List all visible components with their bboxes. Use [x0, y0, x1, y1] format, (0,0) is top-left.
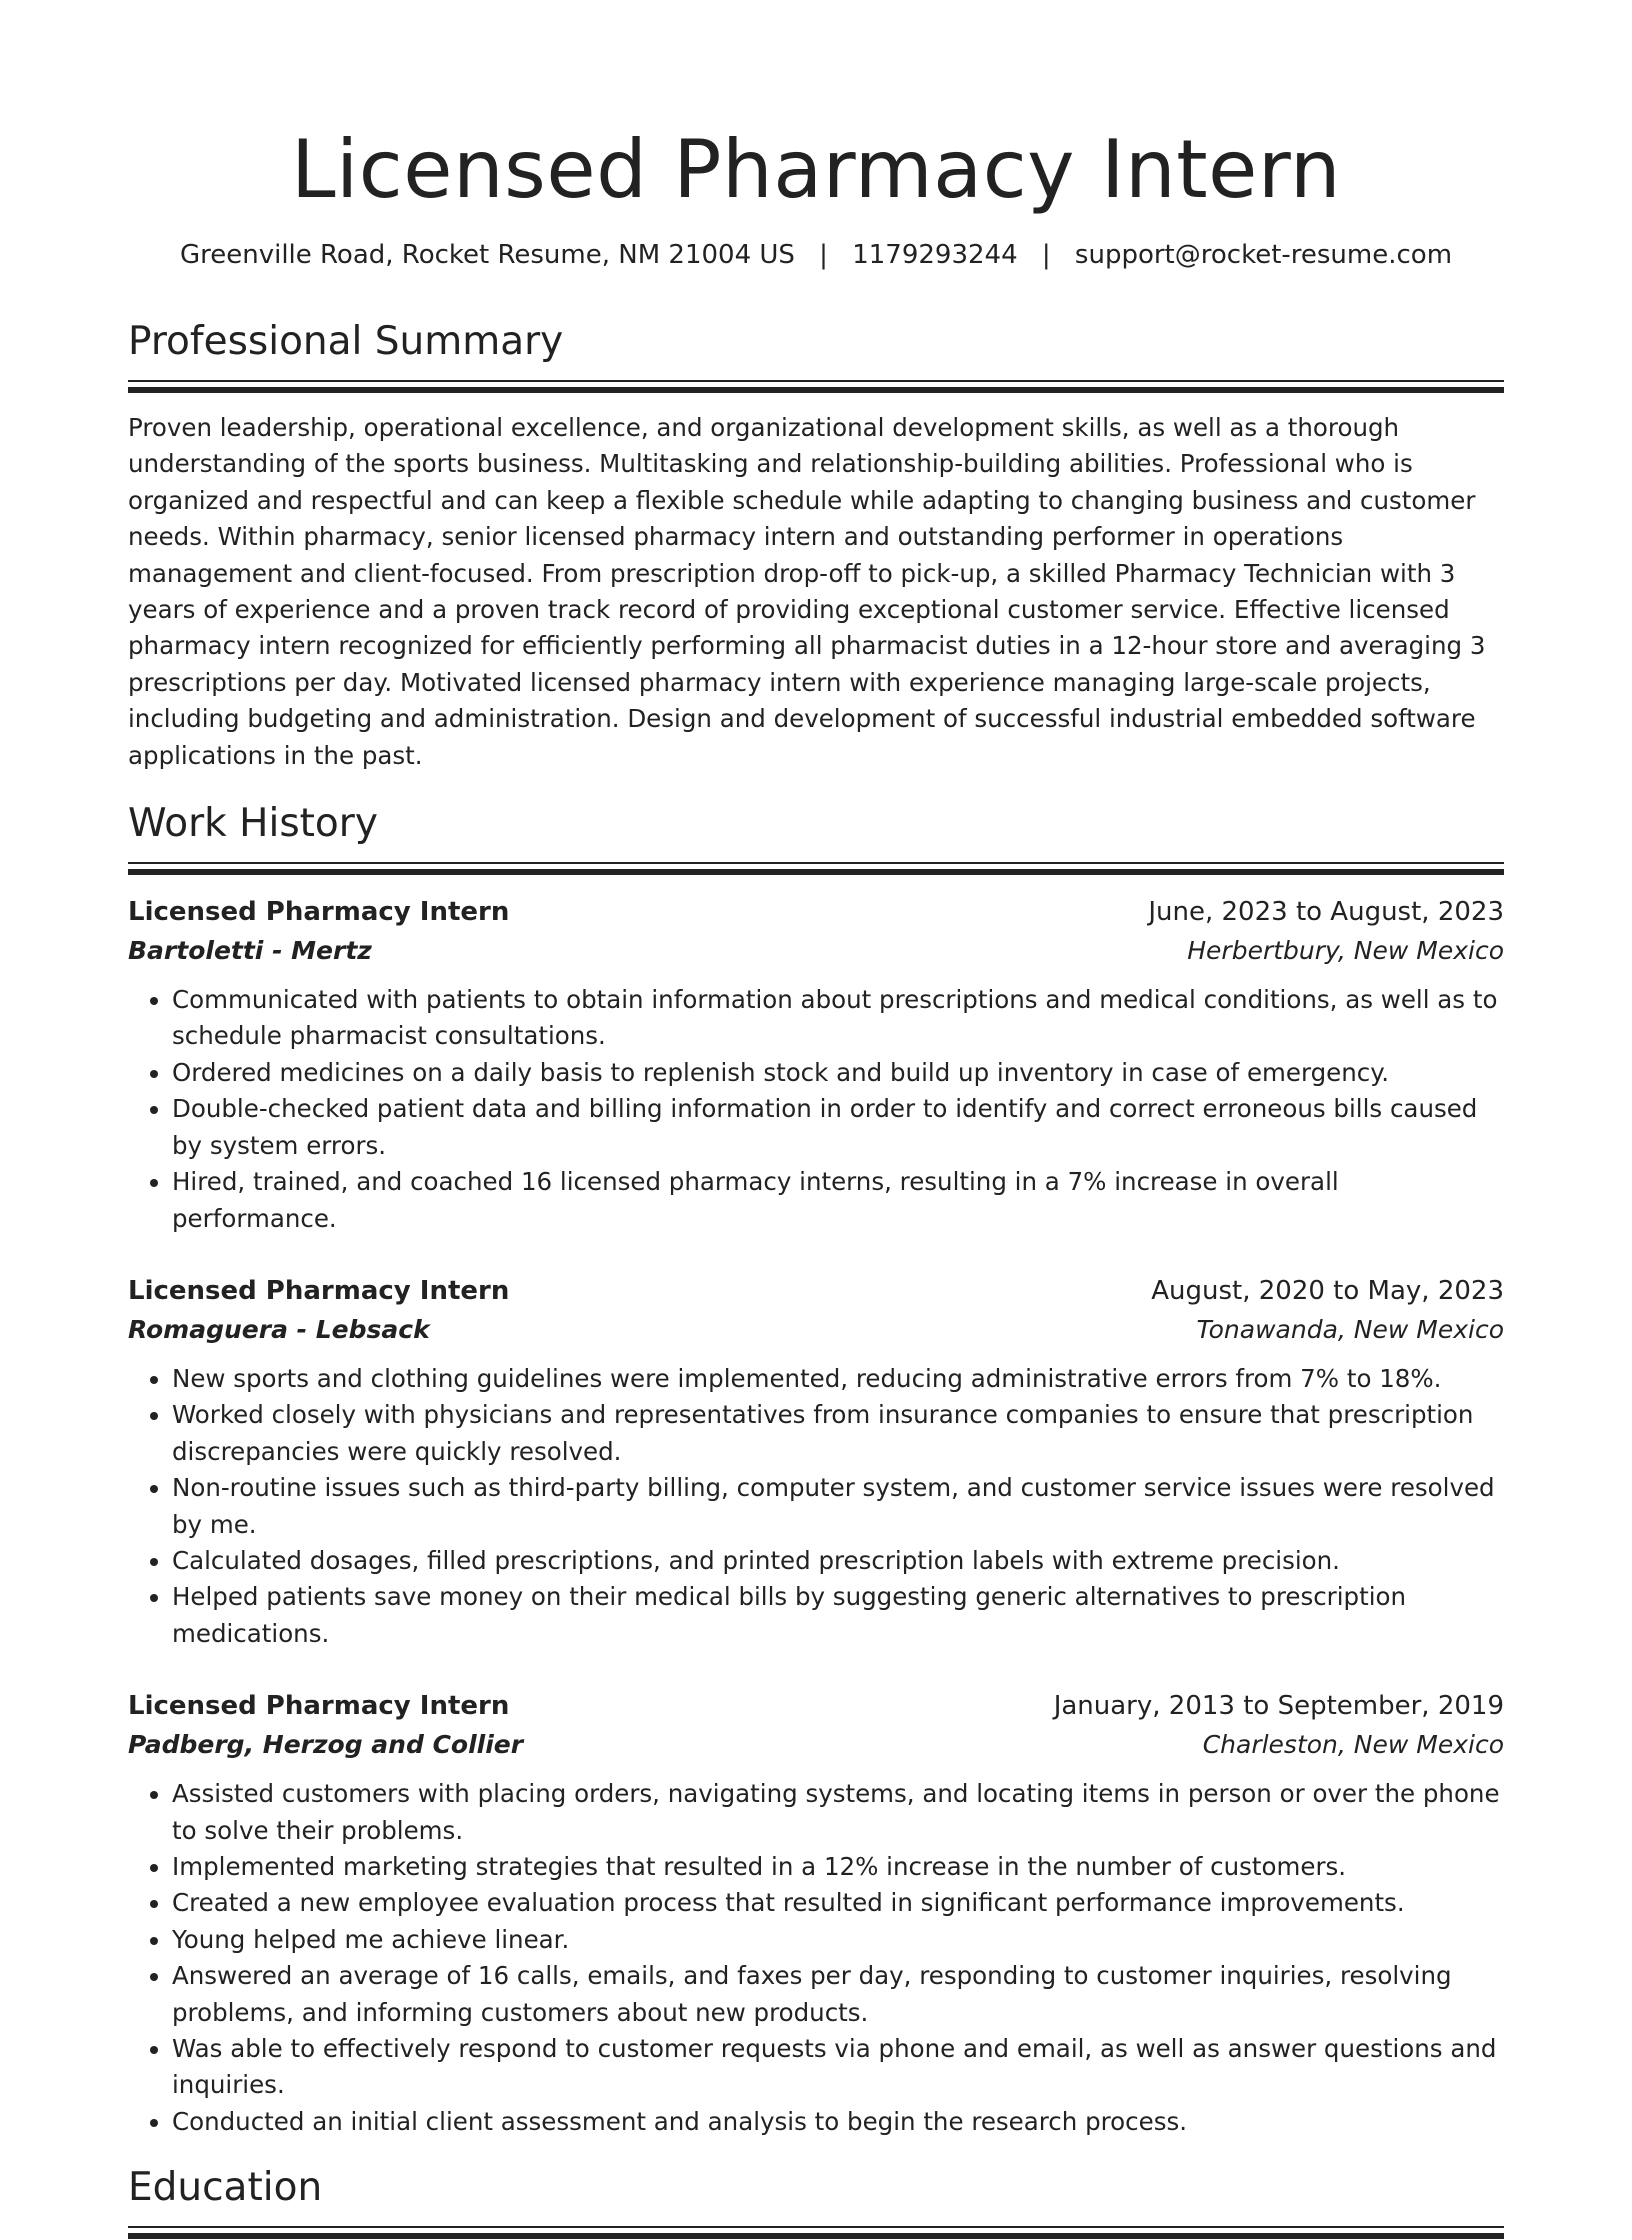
job-bullet: • New sports and clothing guidelines were implemented, reducing administrative errors from 7% to 18%. — [172, 1361, 1504, 1397]
resume-title: Licensed Pharmacy Intern — [290, 123, 1342, 216]
job-header — [128, 892, 1504, 932]
job-bullet: • Double-checked patient data and billing information in order to identify and correct erroneous bills caused by system errors. — [172, 1091, 1504, 1164]
job-bullet: • Helped patients save money on their medical bills by suggesting generic alternatives to prescription medications. — [172, 1579, 1504, 1652]
contact-separator: | — [819, 240, 828, 270]
job-company: Romaguera - Lebsack — [128, 1314, 430, 1344]
job-entry — [128, 892, 1504, 1237]
job-bullet-list — [128, 982, 1504, 1237]
section-divider — [128, 2226, 1504, 2240]
job-title: Licensed Pharmacy Intern — [128, 1691, 510, 1722]
job-bullet: • Young helped me achieve linear. — [172, 1922, 1504, 1958]
job-bullet: • Was able to effectively respond to customer requests via phone and email, as well as answer questions and inquiries. — [172, 2031, 1504, 2104]
section-divider — [128, 862, 1504, 876]
job-bullet: • Answered an average of 16 calls, emails, and faxes per day, responding to customer inquiries, resolving problems, and informing customers about new products. — [172, 1958, 1504, 2031]
job-bullet: • Hired, trained, and coached 16 licensed pharmacy interns, resulting in a 7% increase in overall performance. — [172, 1164, 1504, 1237]
job-bullet-list — [128, 1361, 1504, 1652]
job-bullet: • Implemented marketing strategies that resulted in a 12% increase in the number of customers. — [172, 1849, 1504, 1885]
job-entry — [128, 1271, 1504, 1652]
contact-address: Greenville Road, Rocket Resume, NM 21004 US — [179, 240, 795, 270]
contact-phone: 1179293244 — [852, 240, 1018, 270]
contact-separator: | — [1041, 240, 1051, 270]
professional-summary-section — [128, 316, 1504, 774]
job-bullet: • Non-routine issues such as third-party billing, computer system, and customer service issues were resolved by me. — [172, 1470, 1504, 1543]
job-bullet: • Assisted customers with placing orders, navigating systems, and locating items in person or over the phone to solve their problems. — [172, 1776, 1504, 1849]
job-bullet: • Worked closely with physicians and representatives from insurance companies to ensure that prescription discrepancies were quickly resolved. — [172, 1397, 1504, 1470]
job-subheader — [128, 932, 1504, 970]
job-dates: August, 2020 to May, 2023 — [1151, 1275, 1504, 1306]
job-location: Tonawanda, New Mexico — [1196, 1314, 1504, 1344]
job-location: Charleston, New Mexico — [1202, 1730, 1504, 1760]
section-divider — [128, 380, 1504, 394]
section-heading-work: Work History — [128, 801, 378, 847]
job-header — [128, 1271, 1504, 1311]
contact-line — [128, 236, 1504, 274]
job-header — [128, 1686, 1504, 1726]
summary-paragraph: Proven leadership, operational excellence, and organizational development skills, as well as a thorough understanding of the sports business. Multitasking and relationship-building abilities. Professional who is organized and respectful and can keep a flexible schedule while adapting to changing business and customer needs. Within pharmacy, senior licensed pharmacy intern and outstanding performer in operations management and client-focused. From prescription drop-off to pick-up, a skilled Pharmacy Technician with 3 years of experience and a proven track record of providing exceptional customer service. Effective licensed pharmacy intern recognized for efficiently performing all pharmacist duties in a 12-hour store and averaging 3 prescriptions per day. Motivated licensed pharmacy intern with experience managing large-scale projects, including budgeting and administration. Design and development of successful industrial embedded software applications in the past. — [128, 413, 1486, 770]
job-title: Licensed Pharmacy Intern — [128, 897, 510, 928]
job-bullet-list — [128, 1776, 1504, 2140]
job-location: Herbertbury, New Mexico — [1187, 936, 1504, 966]
job-bullet: • Conducted an initial client assessment and analysis to begin the research process. — [172, 2104, 1504, 2140]
job-bullet: • Communicated with patients to obtain information about prescriptions and medical conditions, as well as to schedule pharmacist consultations. — [172, 982, 1504, 1055]
job-dates: January, 2013 to September, 2019 — [1053, 1691, 1504, 1722]
job-dates: June, 2023 to August, 2023 — [1148, 897, 1504, 928]
job-subheader — [128, 1311, 1504, 1349]
contact-email: support@rocket-resume.com — [1074, 240, 1453, 270]
job-company: Padberg, Herzog and Collier — [128, 1730, 524, 1760]
job-entry — [128, 1686, 1504, 2140]
work-history-section — [128, 798, 1504, 2140]
job-company: Bartoletti - Mertz — [128, 936, 372, 966]
job-bullet: • Created a new employee evaluation process that resulted in significant performance improvements. — [172, 1885, 1504, 1921]
job-bullet: • Ordered medicines on a daily basis to replenish stock and build up inventory in case of emergency. — [172, 1055, 1504, 1091]
job-bullet: • Calculated dosages, filled prescriptions, and printed prescription labels with extreme precision. — [172, 1543, 1504, 1579]
job-subheader — [128, 1726, 1504, 1764]
section-heading-summary: Professional Summary — [128, 319, 564, 364]
job-title: Licensed Pharmacy Intern — [128, 1275, 510, 1306]
section-heading-education: Education — [128, 2165, 323, 2211]
education-section — [128, 2162, 1504, 2240]
